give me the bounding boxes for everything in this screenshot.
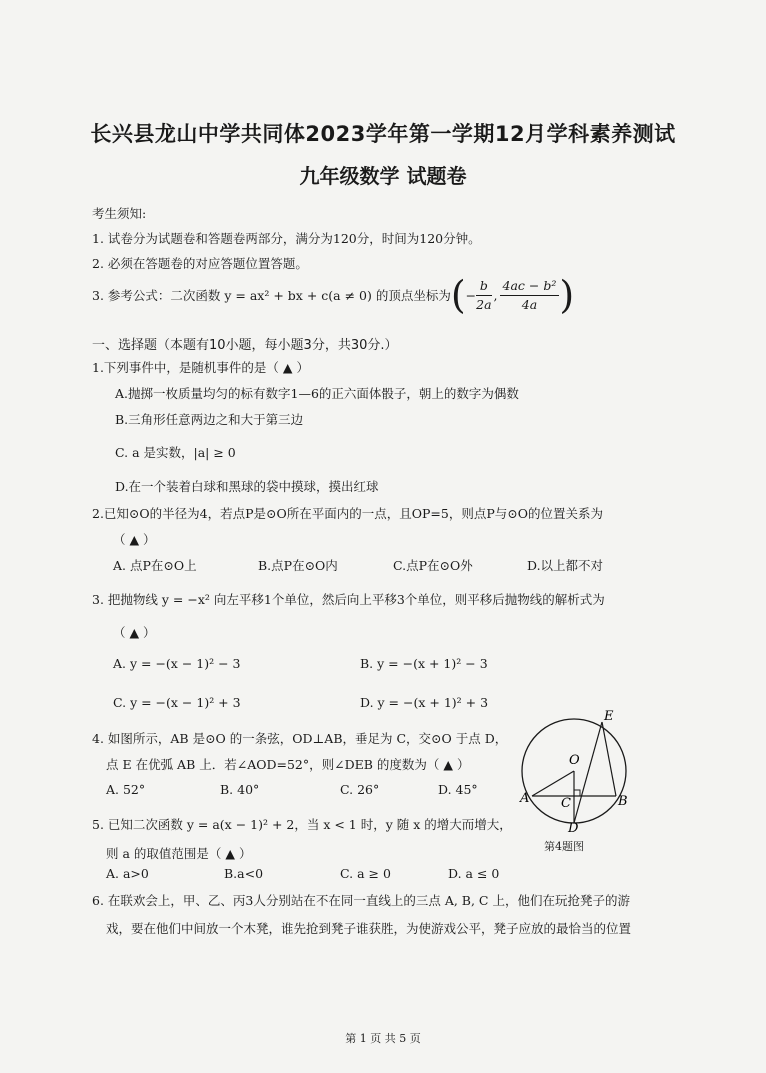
q3-option-d: D. y = −(x + 1)² + 3 — [360, 695, 489, 710]
vertex-x-numerator: b — [476, 277, 491, 296]
vertex-y-denominator: 4a — [521, 296, 538, 312]
q5-option-b: B.a<0 — [224, 866, 264, 881]
q5-line-1: 5. 已知二次函数 y = a(x − 1)² + 2，当 x < 1 时，y 随 x 的增大而增大， — [92, 817, 512, 832]
q2-stem: 2.已知⊙O的半径为4，若点P是⊙O所在平面内的一点，且OP=5，则点P与⊙O的位置关系为 — [92, 506, 603, 521]
label-b: B — [618, 794, 628, 809]
q1-option-c: C. a 是实数，|a| ≥ 0 — [115, 445, 236, 460]
right-angle-mark — [574, 790, 580, 796]
q5-option-c: C. a ≥ 0 — [340, 866, 391, 881]
q2-option-c: C.点P在⊙O外 — [393, 558, 473, 573]
q6-line-1: 6. 在联欢会上，甲、乙、丙3人分别站在不在同一直线上的三点 A, B, C 上，他们在玩抢凳子的游 — [92, 893, 630, 908]
vertex-y-numerator: 4ac − b² — [500, 277, 560, 296]
q4-option-a: A. 52° — [106, 782, 146, 797]
q3-option-a: A. y = −(x − 1)² − 3 — [113, 656, 241, 671]
vertex-y-fraction — [500, 277, 560, 314]
label-a: A — [520, 791, 530, 806]
q1-option-a: A.抛掷一枚质量均匀的标有数字1—6的正六面体骰子，朝上的数字为偶数 — [115, 386, 519, 401]
q4-figure-caption: 第4题图 — [544, 840, 584, 853]
q3-stem: 3. 把抛物线 y = −x² 向左平移1个单位，然后向上平移3个单位，则平移后抛物线的解析式为 — [92, 592, 605, 607]
notice-heading: 考生须知: — [92, 206, 147, 221]
q4-line-2: 点 E 在优弧 AB 上．若∠AOD=52°，则∠DEB 的度数为（ ▲ ） — [106, 757, 470, 772]
q4-option-c: C. 26° — [340, 782, 380, 797]
q5-option-a: A. a>0 — [106, 866, 149, 881]
exam-title: 长兴县龙山中学共同体2023学年第一学期12月学科素养测试 — [90, 122, 676, 146]
q2-option-a: A. 点P在⊙O上 — [113, 558, 197, 573]
section-heading: 一、选择题（本题有10小题，每小题3分，共30分.） — [92, 338, 398, 353]
q1-option-d: D.在一个装着白球和黑球的袋中摸球，摸出红球 — [115, 479, 379, 494]
segment-ed — [574, 722, 602, 823]
right-paren: ) — [559, 273, 575, 317]
vertex-x-fraction — [476, 277, 491, 314]
q5-line-2: 则 a 的取值范围是（ ▲ ） — [106, 846, 252, 861]
vertex-x-denominator: 2a — [476, 296, 492, 312]
left-paren: ( — [450, 273, 466, 317]
minus-sign: − — [465, 287, 477, 303]
q1-stem: 1.下列事件中，是随机事件的是（ ▲ ） — [92, 360, 309, 375]
q3-blank: （ ▲ ） — [113, 625, 156, 640]
q5-option-d: D. a ≤ 0 — [448, 866, 500, 881]
page-footer: 第 1 页 共 5 页 — [345, 1032, 421, 1045]
exam-subtitle: 九年级数学 试题卷 — [299, 164, 467, 188]
notice-item-2: 2. 必须在答题卷的对应答题位置答题。 — [92, 256, 308, 271]
comma: , — [493, 287, 498, 303]
label-e: E — [604, 709, 614, 724]
label-c: C — [561, 796, 571, 811]
label-d: D — [568, 821, 579, 836]
q2-blank: （ ▲ ） — [113, 532, 156, 547]
q4-option-d: D. 45° — [438, 782, 478, 797]
notice-item-1: 1. 试卷分为试题卷和答题卷两部分，满分为120分，时间为120分钟。 — [92, 231, 481, 246]
label-o: O — [569, 753, 580, 768]
formula-prefix: 3. 参考公式：二次函数 y = ax² + bx + c(a ≠ 0) 的顶点坐标为 — [92, 288, 451, 303]
q4-line-1: 4. 如图所示，AB 是⊙O 的一条弦，OD⊥AB，垂足为 C，交⊙O 于点 D， — [92, 731, 508, 746]
q4-figure — [512, 706, 662, 856]
q4-option-b: B. 40° — [220, 782, 260, 797]
segment-oa — [532, 771, 574, 796]
q2-option-d: D.以上都不对 — [527, 558, 604, 573]
q6-line-2: 戏，要在他们中间放一个木凳，谁先抢到凳子谁获胜，为使游戏公平，凳子应放的最恰当的位置 — [106, 921, 632, 936]
q3-option-c: C. y = −(x − 1)² + 3 — [113, 695, 241, 710]
q1-option-b: B.三角形任意两边之和大于第三边 — [115, 412, 304, 427]
q2-option-b: B.点P在⊙O内 — [258, 558, 338, 573]
notice-item-3 — [92, 273, 575, 317]
q3-option-b: B. y = −(x + 1)² − 3 — [360, 656, 488, 671]
